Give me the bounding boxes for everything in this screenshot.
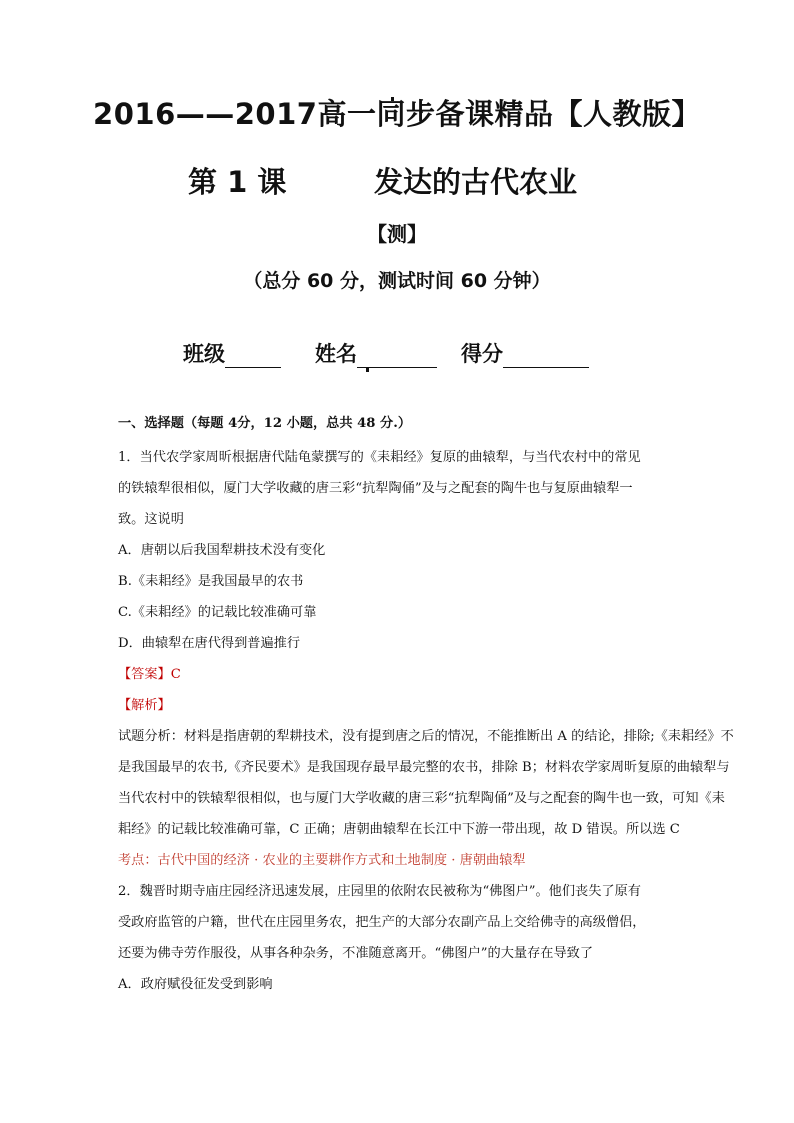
q1-stem-line: 1．当代农学家周昕根据唐代陆龟蒙撰写的《耒耜经》复原的曲辕犁，与当代农村中的常见: [118, 450, 641, 465]
name-blank: [357, 345, 437, 368]
q1-option-b: B.《耒耜经》是我国最早的农书: [118, 574, 304, 589]
class-blank: [225, 345, 281, 368]
main-title: 2016——2017高一同步备课精品【人教版】: [93, 97, 701, 131]
q1-stem-line: 致。这说明: [118, 512, 184, 527]
score-field: [461, 338, 589, 368]
q1-analysis-line: 是我国最早的农书,《齐民要术》是我国现存最早最完整的农书，排除 B；材料农学家周昕复原的曲辕犁与: [118, 760, 730, 775]
q1-kaodian: 考点：古代中国的经济 · 农业的主要耕作方式和土地制度 · 唐朝曲辕犁: [118, 853, 526, 868]
q1-option-a: A．唐朝以后我国犁耕技术没有变化: [118, 543, 326, 558]
q2-stem-line: 还要为佛寺劳作服役，从事各种杂务，不准随意离开。“佛图户”的大量存在导致了: [118, 946, 594, 961]
student-info-row: [183, 338, 613, 370]
q1-option-c: C.《耒耜经》的记载比较准确可靠: [118, 605, 317, 620]
q1-answer: [118, 659, 181, 690]
answer-label: 【答案】: [118, 667, 171, 682]
q2-option-a: A．政府赋役征发受到影响: [118, 977, 273, 992]
q1-analysis-line: 耜经》的记载比较准确可靠，C 正确；唐朝曲辕犁在长江中下游一带出现，故 D 错误。所以选 C: [118, 822, 680, 837]
answer-value: C: [170, 667, 181, 682]
analysis-label: 【解析】: [118, 698, 171, 713]
q2-stem-line: 2．魏晋时期寺庙庄园经济迅速发展，庄园里的依附农民被称为“佛图户”。他们丧失了原有: [118, 884, 641, 899]
lesson-title: 发达的古代农业: [374, 165, 578, 199]
q2-stem-line: 受政府监管的户籍，世代在庄园里务农，把生产的大部分农副产品上交给佛寺的高级僧侣，: [118, 915, 646, 930]
test-tag: 【测】: [367, 222, 427, 246]
name-label: 姓名: [315, 342, 357, 366]
name-field: [315, 338, 437, 368]
section-heading: 一、选择题（每题 4分，12 小题，总共 48 分.）: [118, 416, 412, 431]
lesson-heading: [188, 160, 628, 200]
score-label: 得分: [461, 342, 503, 366]
q1-stem-line: 的铁辕犁很相似，厦门大学收藏的唐三彩“抗犁陶俑”及与之配套的陶牛也与复原曲辕犁一: [118, 481, 633, 496]
class-field: [183, 338, 281, 368]
q1-analysis-line: 当代农村中的铁辕犁很相似，也与厦门大学收藏的唐三彩“抗犁陶俑”及与之配套的陶牛也一致，可知《耒: [118, 791, 725, 806]
lesson-number: 第 1 课: [188, 165, 287, 199]
class-label: 班级: [183, 342, 225, 366]
score-info: （总分 60 分，测试时间 60 分钟）: [243, 270, 551, 292]
speck-mark: [366, 368, 369, 372]
score-blank: [503, 345, 589, 368]
q1-analysis-line: 试题分析：材料是指唐朝的犁耕技术，没有提到唐之后的情况，不能推断出 A 的结论，排除;《耒耜经》不: [118, 729, 734, 744]
q1-option-d: D．曲辕犁在唐代得到普遍推行: [118, 636, 301, 651]
